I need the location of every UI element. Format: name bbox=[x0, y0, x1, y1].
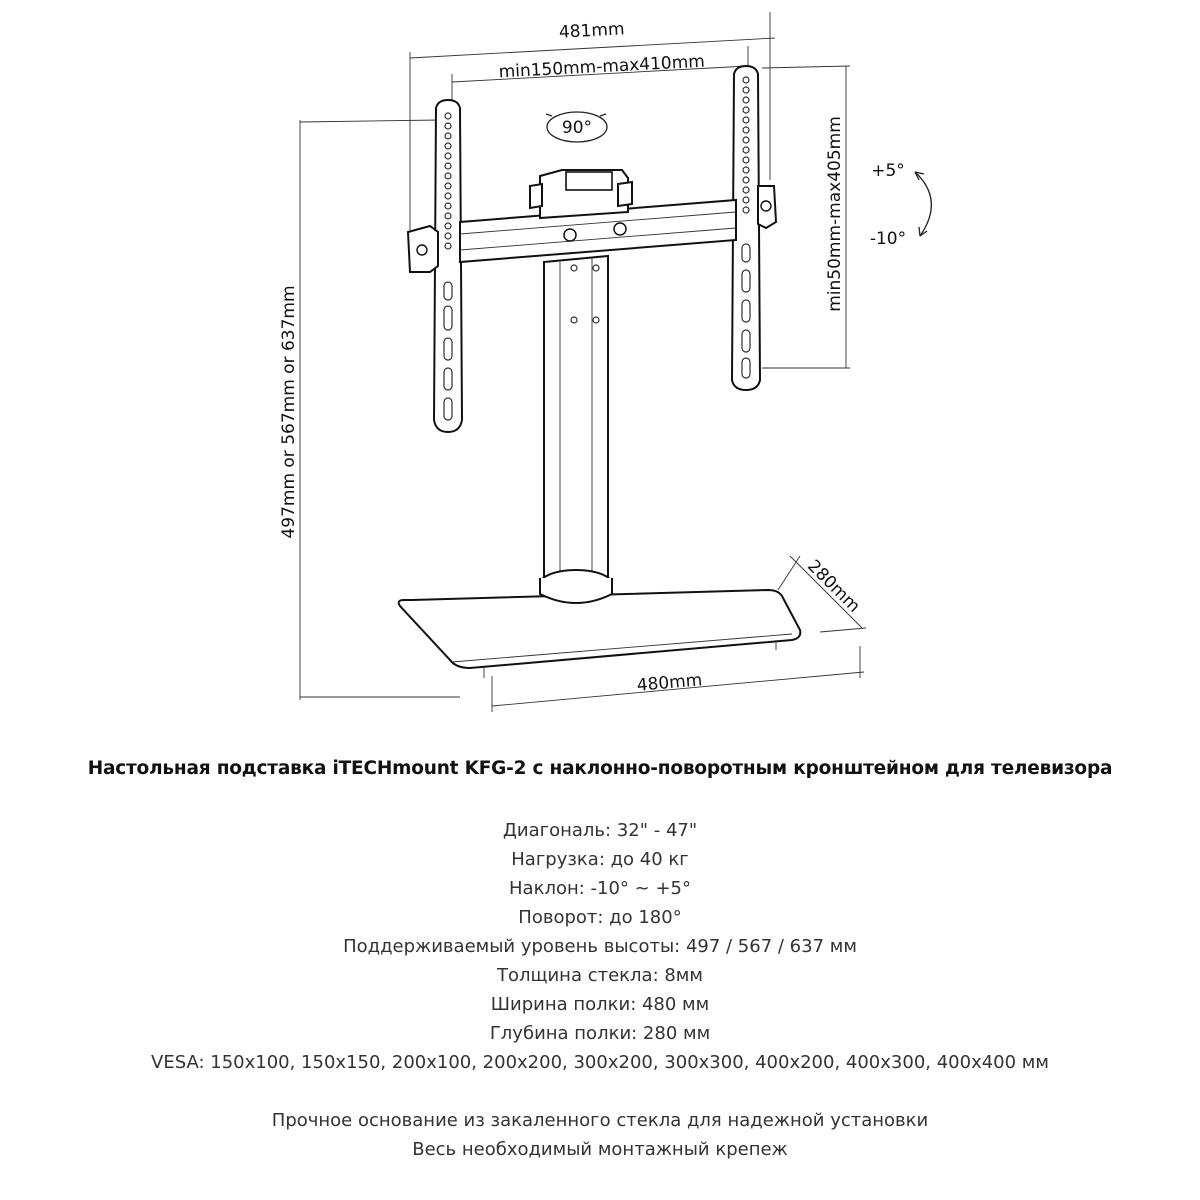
spec-load: Нагрузка: до 40 кг bbox=[511, 849, 689, 870]
notes bbox=[0, 1106, 1200, 1164]
spec-height: Поддерживаемый уровень высоты: 497 / 567 / 637 мм bbox=[343, 936, 857, 957]
spec-rotation: Поворот: до 180° bbox=[518, 907, 682, 928]
spec-shelf-width: Ширина полки: 480 мм bbox=[490, 994, 710, 1015]
vesa-label: min150mm-max410mm bbox=[498, 51, 706, 83]
spec-shelf-depth: Глубина полки: 280 мм bbox=[489, 1023, 711, 1044]
spec-glass: Толщина стекла: 8мм bbox=[497, 965, 703, 986]
vertical-range-label: min50mm-max405mm bbox=[825, 116, 845, 312]
tilt-up-label: +5° bbox=[871, 161, 905, 181]
right-bracket bbox=[732, 66, 776, 390]
base-depth-label: 280mm bbox=[803, 556, 864, 617]
rotation-icon bbox=[546, 112, 607, 142]
product-title: Настольная подставка iTECHmount KFG-2 с наклонно-поворотным кронштейном для телевизора bbox=[87, 758, 1113, 779]
left-bracket bbox=[408, 100, 462, 432]
mount-head bbox=[530, 170, 632, 218]
vesa-dimension bbox=[452, 46, 748, 100]
column bbox=[544, 256, 608, 584]
glass-base bbox=[399, 570, 801, 678]
height-label: 497mm or 567mm or 637mm bbox=[279, 285, 299, 539]
tilt-indicator bbox=[870, 161, 932, 249]
base-width-label: 480mm bbox=[636, 670, 704, 696]
spec-vesa: VESA: 150x100, 150x150, 200x100, 200x200, 300x200, 300x300, 400x200, 400x300, 400x400 мм bbox=[151, 1052, 1049, 1073]
spec-list bbox=[0, 816, 1200, 1077]
rotation-label: 90° bbox=[561, 118, 593, 138]
spec-tilt: Наклон: -10° ~ +5° bbox=[509, 878, 691, 899]
note-hardware: Весь необходимый монтажный крепеж bbox=[412, 1139, 788, 1160]
note-base: Прочное основание из закаленного стекла для надежной установки bbox=[271, 1110, 929, 1131]
tilt-down-label: -10° bbox=[869, 229, 907, 249]
width-label: 481mm bbox=[558, 19, 626, 43]
spec-diagonal: Диагональ: 32" - 47" bbox=[502, 820, 698, 841]
